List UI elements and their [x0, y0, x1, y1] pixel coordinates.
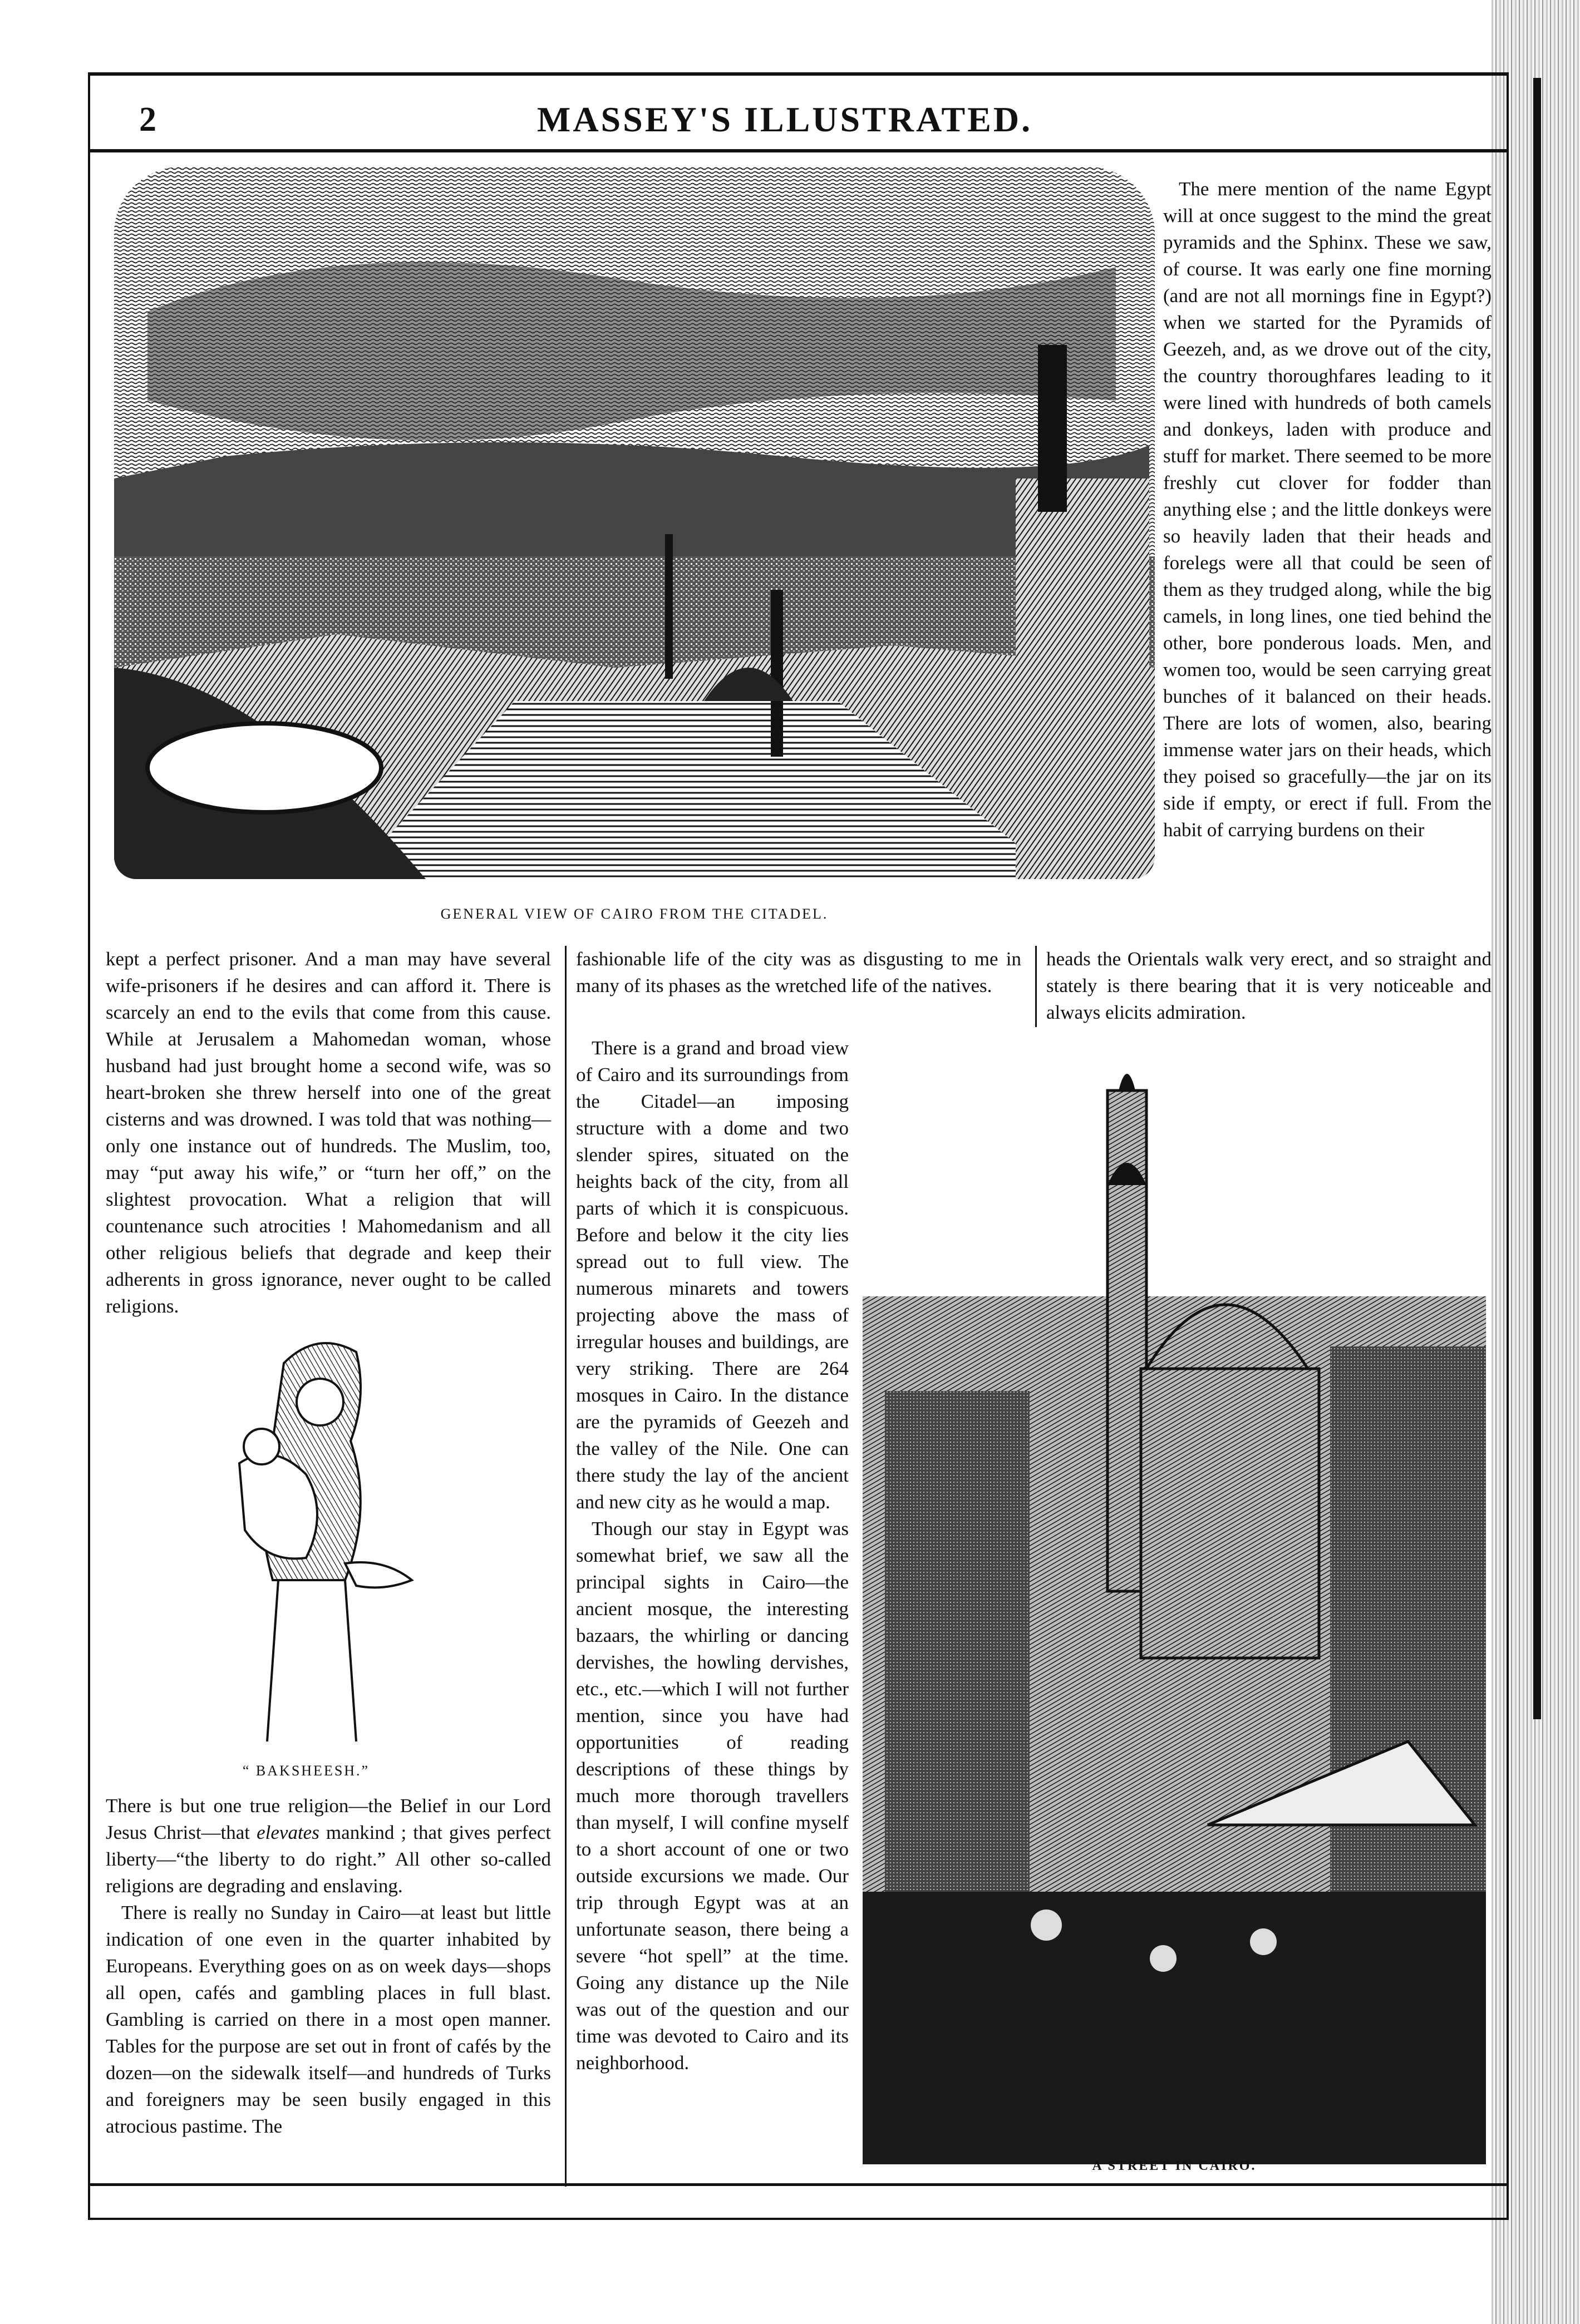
left-paragraph-2-end: mankind ; that gives perfect liberty—“the liberty to do right.” All other so-called religions are degrading and enslaving. — [106, 1822, 551, 1897]
left-column-top — [106, 946, 551, 1320]
cairo-view-caption: GENERAL VIEW OF CAIRO FROM THE CITADEL. — [440, 906, 829, 922]
right-top-paragraph: The mere mention of the name Egypt will at once suggest to the mind the great pyramids and the Sphinx. These we saw, of course. It was early one fine morning (and are not all mornings fine in Egypt?) when we started for the Pyramids of Geezeh, and, as we drove out of the city, the country thoroughfares leading to it were lined with hundreds of both camels and donkeys, laden with produce and stuff for market. There seemed to be more freshly cut clover for fodder than anything else ; and the little donkeys were so heavily laden that their heads and forelegs were all that could be seen of them as they trudged along, while the big camels, in long lines, one tied behind the other, bore ponderous loads. Men, and women too, would be seen carrying great bunches of it balanced on their heads. There are lots of women, also, bearing immense water jars on their heads, which they poised so gracefully—the jar on its side if empty, or erect if full. From the habit of carrying burdens on their — [1163, 178, 1492, 841]
baksheesh-caption: “ BAKSHEESH.” — [242, 1763, 370, 1779]
column-rule-right — [1035, 946, 1037, 1027]
middle-paragraph-1: fashionable life of the city was as disgusting to me in many of its phases as the wretched life of the natives. — [576, 948, 1021, 996]
right-continuation-paragraph: heads the Orientals walk very erect, and so straight and stately is there bearing that it is very noticeable and always elicits admiration. — [1046, 948, 1492, 1023]
left-paragraph-2 — [106, 1793, 551, 1899]
left-paragraph-3: There is really no Sunday in Cairo—at least but little indication of one even in the quarter inhabited by Europeans. Everything goes on as on week days—shops all open, cafés and gambling places in full blast. Gambling is carried on there in a most open manner. Tables for the purpose are set out in front of cafés by the dozen—on the sidewalk itself—and hundreds of Turks and foreigners may be seen busily engaged in this atrocious pastime. The — [106, 1902, 551, 2137]
middle-paragraph-3: Though our stay in Egypt was somewhat brief, we saw all the principal sights in Cairo—the ancient mosque, the interesting bazaars, the whirling or dancing dervishes, the howling dervishes, etc., etc.—which I will not further mention, since you have had opportunities of reading descriptions of these things by much more thorough travellers than myself, I will confine myself to a short account of one or two outside excursions we made. Our trip through Egypt was at an unfortunate season, there being a severe “hot spell” at the time. Going any distance up the Nile was out of the question and our time was devoted to Cairo and its neighborhood. — [576, 1518, 849, 2074]
right-continuation — [1046, 946, 1492, 1026]
page-number: 2 — [139, 101, 156, 139]
street-caption: A STREET IN CAIRO. — [1092, 2159, 1257, 2173]
bottom-rule — [88, 2183, 1507, 2186]
left-column-bottom — [106, 1793, 551, 2140]
street-engraving — [863, 1057, 1486, 2164]
middle-paragraph-2: There is a grand and broad view of Cairo and its surroundings from the Citadel—an imposing structure with a dome and two slender spires, situated on the heights back of the city, from all parts of which it is conspicuous. Before and below it the city lies spread out to full view. The numerous minarets and towers projecting above the mass of irregular houses and buildings, are very striking. There are 264 mosques in Cairo. In the distance are the pyramids of Geezeh and the valley of the Nile. One can there study the lay of the ancient and new city as he would a map. — [576, 1037, 849, 1513]
left-paragraph-2-emphasis: elevates — [257, 1822, 319, 1843]
masthead-title: MASSEY'S ILLUSTRATED. — [536, 100, 1033, 139]
header-rule — [88, 149, 1507, 152]
column-rule-left — [565, 946, 567, 2187]
baksheesh-engraving — [189, 1330, 423, 1753]
middle-column-top — [576, 946, 1021, 999]
middle-column-narrow — [576, 1035, 849, 2076]
page-edge-bar — [1533, 78, 1541, 1719]
right-top-column — [1163, 176, 1492, 843]
cairo-view-engraving — [114, 167, 1155, 879]
left-paragraph-1: kept a perfect prisoner. And a man may have several wife-prisoners if he desires and can afford it. There is scarcely an end to the evils that come from this cause. While at Jerusalem a Mahomedan woman, whose husband had just brought home a second wife, was so heart-broken she threw herself into one of the great cisterns and was drowned. I was told that was nothing—only one instance out of hundreds. The Muslim, too, may “put away his wife,” or “turn her off,” on the slightest provocation. What a religion that will countenance such atrocities ! Mahomedanism and all other religious beliefs that degrade and keep their adherents in gross ignorance, never ought to be called religions. — [106, 948, 551, 1317]
left-paragraph-2-start: There is but one true religion—the Belief in our Lord Jesus Christ—that — [106, 1795, 551, 1843]
